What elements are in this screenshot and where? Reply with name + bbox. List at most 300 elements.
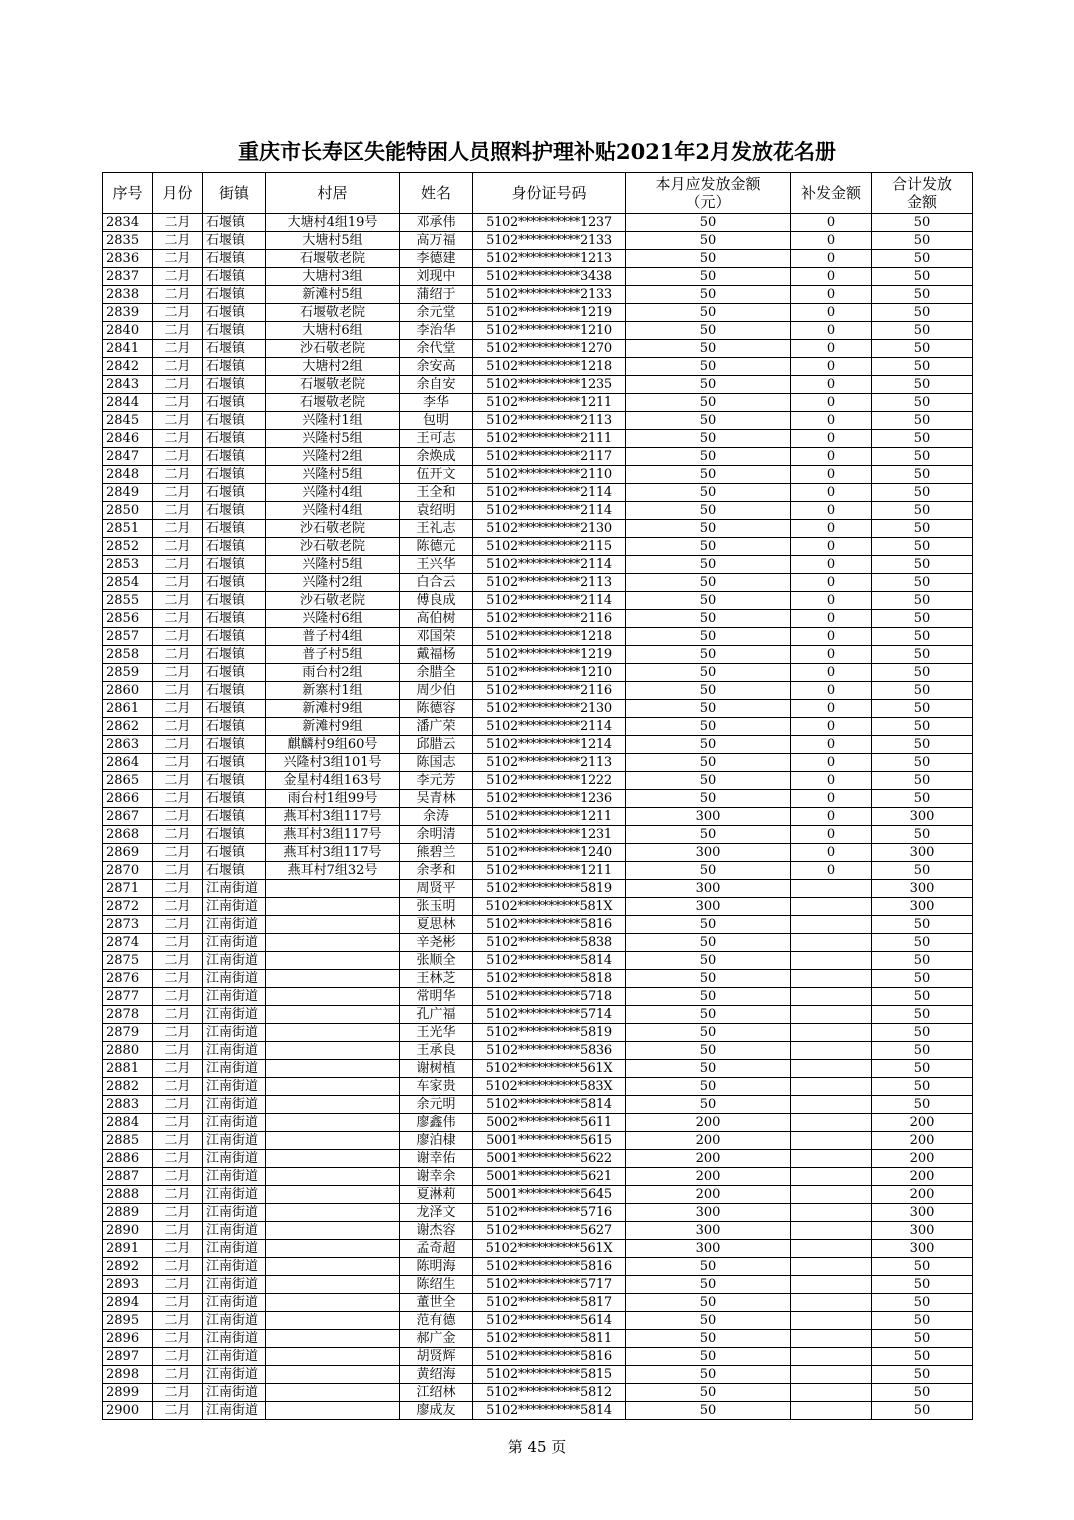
cell-id-number: 5102**********2114 bbox=[473, 502, 626, 520]
cell-id-number: 5102**********5716 bbox=[473, 1204, 626, 1222]
cell-supplement: 0 bbox=[791, 844, 872, 862]
cell-month: 二月 bbox=[153, 1384, 203, 1402]
cell-name: 孔广福 bbox=[400, 1006, 473, 1024]
cell-supplement bbox=[791, 1132, 872, 1150]
cell-name: 廖成友 bbox=[400, 1402, 473, 1420]
cell-name: 白合云 bbox=[400, 574, 473, 592]
cell-id-number: 5102**********1219 bbox=[473, 304, 626, 322]
cell-month: 二月 bbox=[153, 988, 203, 1006]
cell-serial: 2866 bbox=[103, 790, 153, 808]
cell-id-number: 5102**********2117 bbox=[473, 448, 626, 466]
col-header-village: 村居 bbox=[266, 173, 400, 214]
cell-total: 300 bbox=[872, 1240, 973, 1258]
cell-monthly-amount: 50 bbox=[626, 610, 791, 628]
cell-month: 二月 bbox=[153, 1168, 203, 1186]
cell-village: 大塘村4组19号 bbox=[266, 214, 400, 232]
cell-id-number: 5102**********2115 bbox=[473, 538, 626, 556]
cell-supplement: 0 bbox=[791, 556, 872, 574]
cell-month: 二月 bbox=[153, 916, 203, 934]
cell-month: 二月 bbox=[153, 592, 203, 610]
cell-monthly-amount: 50 bbox=[626, 1366, 791, 1384]
cell-name: 陈德容 bbox=[400, 700, 473, 718]
cell-monthly-amount: 300 bbox=[626, 898, 791, 916]
cell-name: 邓承伟 bbox=[400, 214, 473, 232]
cell-id-number: 5102**********2130 bbox=[473, 700, 626, 718]
cell-id-number: 5102**********5816 bbox=[473, 1348, 626, 1366]
cell-town: 石堰镇 bbox=[203, 682, 266, 700]
cell-village: 大塘村6组 bbox=[266, 322, 400, 340]
cell-monthly-amount: 50 bbox=[626, 1312, 791, 1330]
cell-total: 300 bbox=[872, 808, 973, 826]
cell-monthly-amount: 50 bbox=[626, 1042, 791, 1060]
cell-name: 伍开文 bbox=[400, 466, 473, 484]
cell-total: 50 bbox=[872, 934, 973, 952]
cell-town: 江南街道 bbox=[203, 1366, 266, 1384]
cell-total: 200 bbox=[872, 1186, 973, 1204]
table-row bbox=[103, 1222, 973, 1240]
cell-town: 江南街道 bbox=[203, 1348, 266, 1366]
cell-monthly-amount: 50 bbox=[626, 1294, 791, 1312]
cell-village: 新滩村9组 bbox=[266, 718, 400, 736]
cell-total: 50 bbox=[872, 556, 973, 574]
cell-total: 50 bbox=[872, 664, 973, 682]
cell-id-number: 5102**********2116 bbox=[473, 610, 626, 628]
cell-serial: 2887 bbox=[103, 1168, 153, 1186]
cell-town: 江南街道 bbox=[203, 1006, 266, 1024]
cell-village bbox=[266, 1096, 400, 1114]
cell-total: 50 bbox=[872, 610, 973, 628]
cell-town: 石堰镇 bbox=[203, 286, 266, 304]
cell-total: 50 bbox=[872, 214, 973, 232]
cell-total: 50 bbox=[872, 538, 973, 556]
cell-month: 二月 bbox=[153, 1366, 203, 1384]
cell-month: 二月 bbox=[153, 358, 203, 376]
cell-supplement bbox=[791, 1078, 872, 1096]
cell-village: 普子村5组 bbox=[266, 646, 400, 664]
cell-id-number: 5102**********1222 bbox=[473, 772, 626, 790]
table-row bbox=[103, 988, 973, 1006]
cell-month: 二月 bbox=[153, 1096, 203, 1114]
cell-month: 二月 bbox=[153, 556, 203, 574]
cell-id-number: 5102**********3438 bbox=[473, 268, 626, 286]
cell-month: 二月 bbox=[153, 1222, 203, 1240]
cell-total: 200 bbox=[872, 1168, 973, 1186]
cell-town: 石堰镇 bbox=[203, 502, 266, 520]
table-row bbox=[103, 952, 973, 970]
cell-serial: 2875 bbox=[103, 952, 153, 970]
cell-id-number: 5102**********1219 bbox=[473, 646, 626, 664]
cell-village bbox=[266, 1402, 400, 1420]
cell-monthly-amount: 50 bbox=[626, 736, 791, 754]
cell-village bbox=[266, 1348, 400, 1366]
cell-village: 燕耳村7组32号 bbox=[266, 862, 400, 880]
table-row bbox=[103, 322, 973, 340]
cell-id-number: 5102**********5812 bbox=[473, 1384, 626, 1402]
table-row bbox=[103, 1384, 973, 1402]
table-row bbox=[103, 1258, 973, 1276]
cell-monthly-amount: 50 bbox=[626, 484, 791, 502]
col-header-month: 月份 bbox=[153, 173, 203, 214]
cell-id-number: 5102**********1211 bbox=[473, 394, 626, 412]
cell-town: 石堰镇 bbox=[203, 268, 266, 286]
cell-serial: 2888 bbox=[103, 1186, 153, 1204]
col-header-total: 合计发放金额 bbox=[872, 173, 973, 214]
cell-serial: 2869 bbox=[103, 844, 153, 862]
cell-serial: 2894 bbox=[103, 1294, 153, 1312]
cell-id-number: 5102**********2113 bbox=[473, 754, 626, 772]
cell-supplement bbox=[791, 1096, 872, 1114]
cell-total: 50 bbox=[872, 1402, 973, 1420]
cell-month: 二月 bbox=[153, 1186, 203, 1204]
cell-monthly-amount: 50 bbox=[626, 520, 791, 538]
table-row bbox=[103, 1366, 973, 1384]
cell-monthly-amount: 50 bbox=[626, 466, 791, 484]
cell-monthly-amount: 300 bbox=[626, 1204, 791, 1222]
cell-id-number: 5102**********5614 bbox=[473, 1312, 626, 1330]
cell-village bbox=[266, 880, 400, 898]
cell-month: 二月 bbox=[153, 736, 203, 754]
cell-total: 50 bbox=[872, 952, 973, 970]
cell-name: 余代堂 bbox=[400, 340, 473, 358]
cell-total: 200 bbox=[872, 1150, 973, 1168]
cell-monthly-amount: 50 bbox=[626, 826, 791, 844]
cell-id-number: 5102**********1270 bbox=[473, 340, 626, 358]
cell-serial: 2876 bbox=[103, 970, 153, 988]
cell-supplement bbox=[791, 1294, 872, 1312]
cell-supplement: 0 bbox=[791, 358, 872, 376]
cell-serial: 2846 bbox=[103, 430, 153, 448]
cell-id-number: 5102**********5816 bbox=[473, 916, 626, 934]
cell-total: 50 bbox=[872, 1006, 973, 1024]
cell-monthly-amount: 50 bbox=[626, 322, 791, 340]
cell-total: 300 bbox=[872, 880, 973, 898]
cell-total: 50 bbox=[872, 646, 973, 664]
cell-total: 50 bbox=[872, 502, 973, 520]
cell-village: 金星村4组163号 bbox=[266, 772, 400, 790]
cell-monthly-amount: 50 bbox=[626, 790, 791, 808]
cell-month: 二月 bbox=[153, 214, 203, 232]
cell-serial: 2897 bbox=[103, 1348, 153, 1366]
cell-town: 江南街道 bbox=[203, 1384, 266, 1402]
cell-supplement: 0 bbox=[791, 628, 872, 646]
cell-month: 二月 bbox=[153, 250, 203, 268]
cell-supplement bbox=[791, 1042, 872, 1060]
table-row bbox=[103, 1348, 973, 1366]
cell-total: 50 bbox=[872, 754, 973, 772]
cell-monthly-amount: 50 bbox=[626, 988, 791, 1006]
cell-total: 50 bbox=[872, 1258, 973, 1276]
col-header-supplement: 补发金额 bbox=[791, 173, 872, 214]
cell-total: 50 bbox=[872, 250, 973, 268]
cell-supplement: 0 bbox=[791, 394, 872, 412]
cell-id-number: 5102**********1236 bbox=[473, 790, 626, 808]
cell-name: 谢杰容 bbox=[400, 1222, 473, 1240]
cell-total: 50 bbox=[872, 268, 973, 286]
cell-total: 50 bbox=[872, 304, 973, 322]
cell-town: 石堰镇 bbox=[203, 520, 266, 538]
cell-town: 石堰镇 bbox=[203, 592, 266, 610]
cell-supplement: 0 bbox=[791, 340, 872, 358]
col-header-town: 街镇 bbox=[203, 173, 266, 214]
table-row bbox=[103, 1240, 973, 1258]
cell-id-number: 5102**********2133 bbox=[473, 232, 626, 250]
cell-town: 江南街道 bbox=[203, 970, 266, 988]
cell-name: 余元堂 bbox=[400, 304, 473, 322]
cell-month: 二月 bbox=[153, 1330, 203, 1348]
cell-supplement bbox=[791, 970, 872, 988]
cell-total: 50 bbox=[872, 520, 973, 538]
cell-supplement: 0 bbox=[791, 682, 872, 700]
cell-village: 大塘村3组 bbox=[266, 268, 400, 286]
cell-serial: 2834 bbox=[103, 214, 153, 232]
cell-serial: 2883 bbox=[103, 1096, 153, 1114]
cell-id-number: 5102**********5717 bbox=[473, 1276, 626, 1294]
cell-total: 300 bbox=[872, 844, 973, 862]
cell-total: 50 bbox=[872, 628, 973, 646]
cell-town: 石堰镇 bbox=[203, 772, 266, 790]
cell-month: 二月 bbox=[153, 664, 203, 682]
table-row bbox=[103, 1276, 973, 1294]
cell-supplement: 0 bbox=[791, 466, 872, 484]
cell-id-number: 5102**********1240 bbox=[473, 844, 626, 862]
cell-month: 二月 bbox=[153, 1006, 203, 1024]
cell-supplement: 0 bbox=[791, 430, 872, 448]
table-row bbox=[103, 808, 973, 826]
cell-serial: 2898 bbox=[103, 1366, 153, 1384]
cell-supplement bbox=[791, 1204, 872, 1222]
table-row bbox=[103, 358, 973, 376]
cell-supplement: 0 bbox=[791, 790, 872, 808]
cell-village: 沙石敬老院 bbox=[266, 340, 400, 358]
cell-town: 江南街道 bbox=[203, 1096, 266, 1114]
cell-monthly-amount: 50 bbox=[626, 592, 791, 610]
cell-serial: 2882 bbox=[103, 1078, 153, 1096]
cell-month: 二月 bbox=[153, 1312, 203, 1330]
cell-month: 二月 bbox=[153, 646, 203, 664]
table-row bbox=[103, 232, 973, 250]
cell-name: 廖泊棣 bbox=[400, 1132, 473, 1150]
cell-name: 常明华 bbox=[400, 988, 473, 1006]
cell-town: 江南街道 bbox=[203, 1024, 266, 1042]
cell-month: 二月 bbox=[153, 520, 203, 538]
cell-serial: 2843 bbox=[103, 376, 153, 394]
cell-town: 江南街道 bbox=[203, 1132, 266, 1150]
cell-monthly-amount: 50 bbox=[626, 304, 791, 322]
cell-monthly-amount: 300 bbox=[626, 808, 791, 826]
cell-serial: 2852 bbox=[103, 538, 153, 556]
cell-name: 余孝和 bbox=[400, 862, 473, 880]
cell-supplement bbox=[791, 1366, 872, 1384]
cell-name: 范有德 bbox=[400, 1312, 473, 1330]
cell-supplement: 0 bbox=[791, 736, 872, 754]
cell-supplement: 0 bbox=[791, 520, 872, 538]
cell-name: 蒲绍于 bbox=[400, 286, 473, 304]
cell-month: 二月 bbox=[153, 1114, 203, 1132]
cell-monthly-amount: 50 bbox=[626, 970, 791, 988]
cell-village bbox=[266, 1330, 400, 1348]
cell-town: 石堰镇 bbox=[203, 664, 266, 682]
cell-name: 周贤平 bbox=[400, 880, 473, 898]
cell-serial: 2856 bbox=[103, 610, 153, 628]
cell-village: 新滩村5组 bbox=[266, 286, 400, 304]
cell-serial: 2864 bbox=[103, 754, 153, 772]
table-row bbox=[103, 1312, 973, 1330]
cell-month: 二月 bbox=[153, 1204, 203, 1222]
cell-monthly-amount: 50 bbox=[626, 1384, 791, 1402]
cell-town: 石堰镇 bbox=[203, 574, 266, 592]
cell-id-number: 5002**********5611 bbox=[473, 1114, 626, 1132]
cell-monthly-amount: 50 bbox=[626, 574, 791, 592]
table-row bbox=[103, 484, 973, 502]
cell-serial: 2893 bbox=[103, 1276, 153, 1294]
cell-name: 周少伯 bbox=[400, 682, 473, 700]
cell-total: 50 bbox=[872, 286, 973, 304]
cell-name: 余腊全 bbox=[400, 664, 473, 682]
cell-town: 江南街道 bbox=[203, 1150, 266, 1168]
cell-monthly-amount: 200 bbox=[626, 1168, 791, 1186]
cell-supplement: 0 bbox=[791, 322, 872, 340]
cell-id-number: 5102**********1218 bbox=[473, 358, 626, 376]
cell-name: 余自安 bbox=[400, 376, 473, 394]
cell-month: 二月 bbox=[153, 484, 203, 502]
cell-total: 50 bbox=[872, 736, 973, 754]
cell-village: 普子村4组 bbox=[266, 628, 400, 646]
cell-serial: 2849 bbox=[103, 484, 153, 502]
cell-id-number: 5102**********1213 bbox=[473, 250, 626, 268]
table-row bbox=[103, 934, 973, 952]
cell-id-number: 5102**********1231 bbox=[473, 826, 626, 844]
cell-month: 二月 bbox=[153, 394, 203, 412]
cell-village: 大塘村2组 bbox=[266, 358, 400, 376]
cell-town: 石堰镇 bbox=[203, 736, 266, 754]
cell-id-number: 5102**********2114 bbox=[473, 484, 626, 502]
cell-village bbox=[266, 1294, 400, 1312]
cell-village: 兴隆村4组 bbox=[266, 502, 400, 520]
cell-town: 江南街道 bbox=[203, 1276, 266, 1294]
cell-monthly-amount: 50 bbox=[626, 286, 791, 304]
cell-total: 50 bbox=[872, 1294, 973, 1312]
cell-name: 邓国荣 bbox=[400, 628, 473, 646]
cell-name: 陈国志 bbox=[400, 754, 473, 772]
cell-village bbox=[266, 1042, 400, 1060]
cell-town: 石堰镇 bbox=[203, 430, 266, 448]
cell-town: 石堰镇 bbox=[203, 844, 266, 862]
cell-village: 石堰敬老院 bbox=[266, 250, 400, 268]
cell-name: 余元明 bbox=[400, 1096, 473, 1114]
table-row bbox=[103, 970, 973, 988]
cell-village bbox=[266, 1024, 400, 1042]
cell-village bbox=[266, 1366, 400, 1384]
table-row bbox=[103, 1330, 973, 1348]
cell-month: 二月 bbox=[153, 502, 203, 520]
cell-monthly-amount: 50 bbox=[626, 250, 791, 268]
cell-town: 石堰镇 bbox=[203, 862, 266, 880]
cell-monthly-amount: 50 bbox=[626, 934, 791, 952]
cell-supplement bbox=[791, 1240, 872, 1258]
cell-village: 石堰敬老院 bbox=[266, 376, 400, 394]
cell-total: 50 bbox=[872, 862, 973, 880]
cell-total: 300 bbox=[872, 1222, 973, 1240]
cell-id-number: 5102**********2130 bbox=[473, 520, 626, 538]
cell-supplement: 0 bbox=[791, 376, 872, 394]
cell-village bbox=[266, 934, 400, 952]
cell-serial: 2891 bbox=[103, 1240, 153, 1258]
cell-serial: 2896 bbox=[103, 1330, 153, 1348]
cell-village: 新寨村1组 bbox=[266, 682, 400, 700]
cell-town: 石堰镇 bbox=[203, 358, 266, 376]
cell-serial: 2858 bbox=[103, 646, 153, 664]
cell-id-number: 5102**********2113 bbox=[473, 574, 626, 592]
cell-name: 江绍林 bbox=[400, 1384, 473, 1402]
cell-town: 石堰镇 bbox=[203, 790, 266, 808]
cell-total: 50 bbox=[872, 1330, 973, 1348]
cell-village: 石堰敬老院 bbox=[266, 394, 400, 412]
cell-month: 二月 bbox=[153, 1240, 203, 1258]
cell-town: 石堰镇 bbox=[203, 808, 266, 826]
cell-name: 吴青林 bbox=[400, 790, 473, 808]
cell-month: 二月 bbox=[153, 700, 203, 718]
cell-supplement bbox=[791, 1186, 872, 1204]
table-row bbox=[103, 592, 973, 610]
cell-supplement: 0 bbox=[791, 754, 872, 772]
cell-serial: 2890 bbox=[103, 1222, 153, 1240]
table-row bbox=[103, 376, 973, 394]
cell-month: 二月 bbox=[153, 1276, 203, 1294]
cell-village: 兴隆村4组 bbox=[266, 484, 400, 502]
cell-serial: 2865 bbox=[103, 772, 153, 790]
cell-monthly-amount: 50 bbox=[626, 862, 791, 880]
cell-name: 潘广荣 bbox=[400, 718, 473, 736]
cell-village bbox=[266, 1186, 400, 1204]
cell-month: 二月 bbox=[153, 754, 203, 772]
cell-supplement bbox=[791, 898, 872, 916]
cell-village bbox=[266, 952, 400, 970]
table-row bbox=[103, 1150, 973, 1168]
cell-id-number: 5102**********5818 bbox=[473, 970, 626, 988]
cell-total: 50 bbox=[872, 718, 973, 736]
cell-serial: 2847 bbox=[103, 448, 153, 466]
cell-town: 石堰镇 bbox=[203, 376, 266, 394]
cell-town: 江南街道 bbox=[203, 1240, 266, 1258]
table-row bbox=[103, 1186, 973, 1204]
cell-total: 50 bbox=[872, 1024, 973, 1042]
table-row bbox=[103, 214, 973, 232]
table-row bbox=[103, 1114, 973, 1132]
cell-town: 石堰镇 bbox=[203, 610, 266, 628]
cell-village: 沙石敬老院 bbox=[266, 520, 400, 538]
cell-monthly-amount: 50 bbox=[626, 682, 791, 700]
cell-month: 二月 bbox=[153, 1150, 203, 1168]
header-row bbox=[103, 173, 973, 214]
cell-total: 300 bbox=[872, 898, 973, 916]
cell-name: 李治华 bbox=[400, 322, 473, 340]
cell-month: 二月 bbox=[153, 466, 203, 484]
cell-name: 高万福 bbox=[400, 232, 473, 250]
cell-id-number: 5102**********2116 bbox=[473, 682, 626, 700]
cell-monthly-amount: 50 bbox=[626, 646, 791, 664]
cell-name: 陈绍生 bbox=[400, 1276, 473, 1294]
cell-name: 王兴华 bbox=[400, 556, 473, 574]
cell-total: 50 bbox=[872, 484, 973, 502]
cell-total: 50 bbox=[872, 1060, 973, 1078]
cell-name: 夏思林 bbox=[400, 916, 473, 934]
cell-village: 沙石敬老院 bbox=[266, 538, 400, 556]
cell-id-number: 5102**********1235 bbox=[473, 376, 626, 394]
cell-monthly-amount: 50 bbox=[626, 664, 791, 682]
cell-total: 50 bbox=[872, 1078, 973, 1096]
table-row bbox=[103, 1402, 973, 1420]
table-row bbox=[103, 268, 973, 286]
